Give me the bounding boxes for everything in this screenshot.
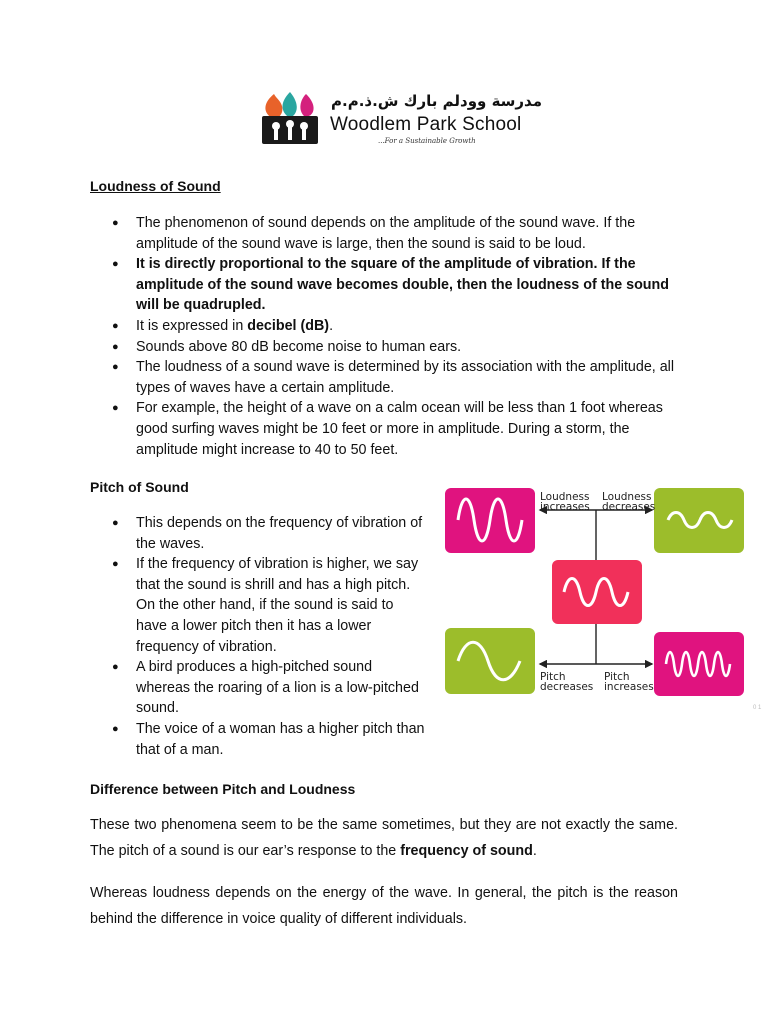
wave-box-high-pitch <box>654 632 744 696</box>
difference-paragraph-2: Whereas loudness depends on the energy of the wave. In general, the pitch is the reason behind the difference in voice quality of different individuals. <box>90 885 678 927</box>
loudness-bullet-5: ● The loudness of a sound wave is determined by its association with the amplitude, all types of waves have a certain amplitude. <box>90 357 680 398</box>
label-pitch-decreases-1: Pitch <box>540 671 566 683</box>
loudness-list <box>90 213 680 460</box>
wave-box-reference <box>552 560 642 624</box>
pitch-list <box>90 513 426 760</box>
label-pitch-increases-1: Pitch <box>604 671 630 683</box>
wave-box-quiet <box>654 488 744 553</box>
logo-emblem <box>260 90 332 148</box>
loudness-bullet-4: ● Sounds above 80 dB become noise to human ears. <box>90 337 680 358</box>
difference-paragraph-1: These two phenomena seem to be the same sometimes, but they are not exactly the same. The pitch of a sound is our ear’s response to the frequency of sound. <box>90 817 678 859</box>
wave-box-loud <box>445 488 535 553</box>
label-loudness-decreases-1: Loudness <box>602 491 652 503</box>
loudness-bullet-2: ● It is directly proportional to the square of the amplitude of vibration. If the amplitude of the sound wave becomes double, then the loudness of the sound will be quadrupled. <box>90 254 680 316</box>
loudness-bullet-1: ● The phenomenon of sound depends on the amplitude of the sound wave. If the amplitude of the sound wave is large, then the sound is said to be loud. <box>90 213 680 254</box>
pitch-bullet-2: ● If the frequency of vibration is higher, we say that the sound is shrill and has a high pitch. On the other hand, if the sound is said to have a lower pitch then it has a lower frequency of vibration. <box>90 554 426 657</box>
label-pitch-increases-2: increases <box>604 681 654 693</box>
school-name-english: Woodlem Park School <box>330 114 522 135</box>
pitch-bullet-4: ● The voice of a woman has a higher pitch than that of a man. <box>90 719 426 760</box>
label-loudness-increases-2: increases <box>540 501 590 513</box>
loudness-bullet-6: ● For example, the height of a wave on a calm ocean will be less than 1 foot whereas good surfing waves might be 10 feet or more in amplitude. During a storm, the amplitude might increase to 40 to 50 feet. <box>90 398 680 460</box>
school-tagline: ...For a Sustainable Growth <box>378 137 476 145</box>
pitch-loudness-diagram <box>440 486 748 700</box>
difference-heading: Difference between Pitch and Loudness <box>90 781 356 797</box>
loudness-heading: Loudness of Sound <box>90 178 221 194</box>
pitch-heading: Pitch of Sound <box>90 479 189 495</box>
label-loudness-decreases-2: decreases <box>602 501 656 513</box>
loudness-bullet-3: ● It is expressed in decibel (dB). <box>90 316 680 337</box>
label-pitch-decreases-2: decreases <box>540 681 594 693</box>
stray-mark: 0 1 <box>753 705 762 711</box>
pitch-bullet-3: ● A bird produces a high-pitched sound whereas the roaring of a lion is a low-pitched sound. <box>90 657 426 719</box>
school-name-arabic: مدرسة وودلم بارك ش.ذ.م.م <box>331 92 542 110</box>
wave-box-low-pitch <box>445 628 535 694</box>
label-loudness-increases-1: Loudness <box>540 491 590 503</box>
pitch-bullet-1: ● This depends on the frequency of vibration of the waves. <box>90 513 426 554</box>
